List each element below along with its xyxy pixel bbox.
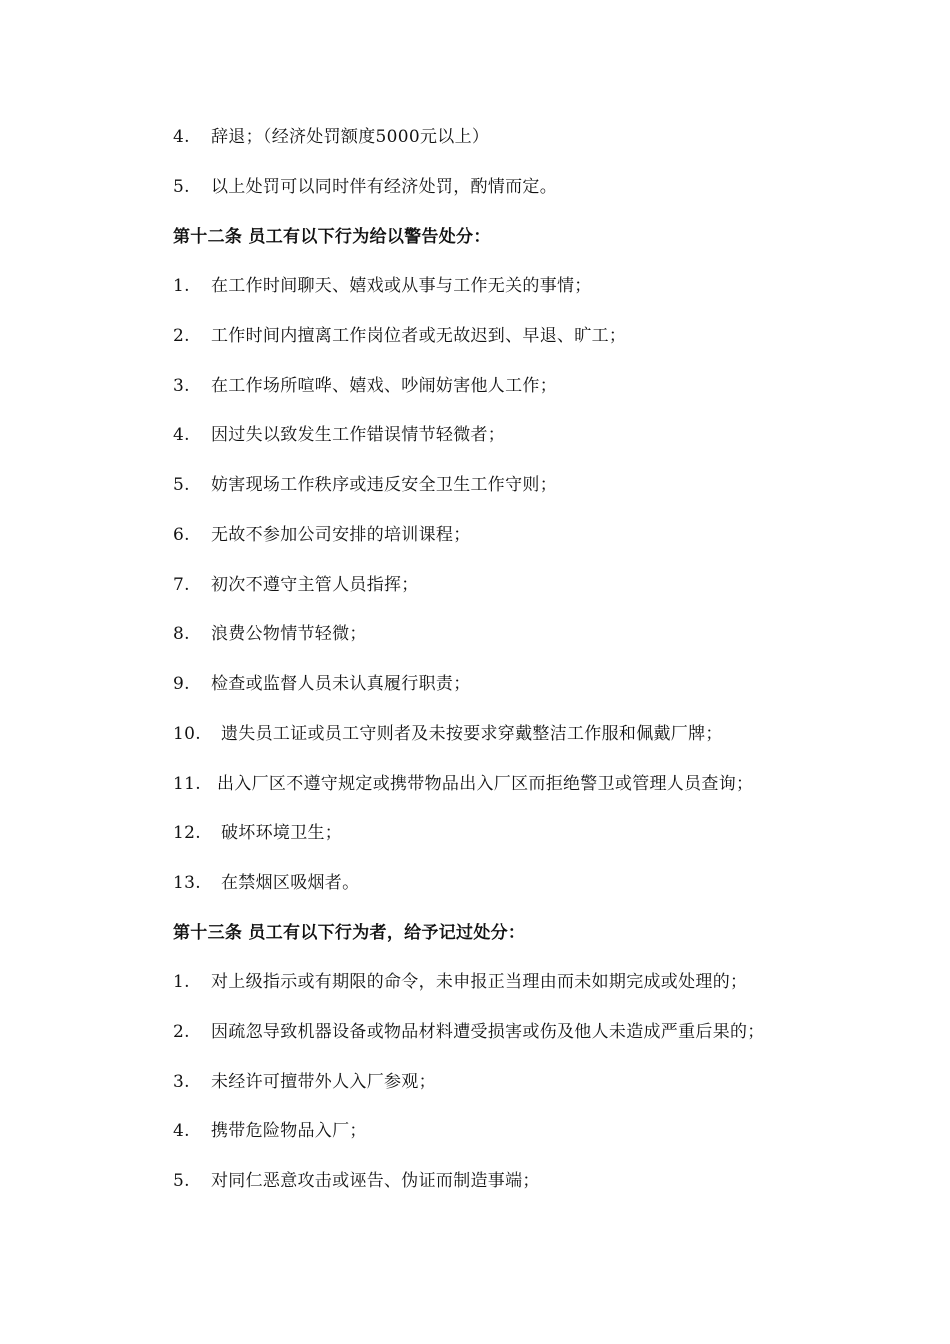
list-item <box>173 671 471 697</box>
item-text: 妨害现场工作秩序或违反安全卫生工作守则； <box>211 475 557 495</box>
item-text: 因疏忽导致机器设备或物品材料遭受损害或伤及他人未造成严重后果的； <box>211 1022 765 1042</box>
section-heading: 第十三条 员工有以下行为者，给予记过处分： <box>173 923 526 943</box>
item-number: 5. <box>173 475 190 495</box>
list-item <box>173 1019 765 1045</box>
list-item <box>173 522 471 548</box>
list-item <box>173 174 557 200</box>
item-text: 出入厂区不遵守规定或携带物品出入厂区而拒绝警卫或管理人员查询； <box>217 774 754 794</box>
section-heading: 第十二条 员工有以下行为给以警告处分： <box>173 227 491 247</box>
item-number: 9. <box>173 674 190 694</box>
item-text: 对同仁恶意攻击或诬告、伪证而制造事端； <box>211 1171 540 1191</box>
list-item <box>173 721 723 747</box>
item-text: 在禁烟区吸烟者。 <box>221 873 360 893</box>
item-number: 4. <box>173 425 190 445</box>
list-item <box>173 771 753 797</box>
list-item <box>173 820 342 846</box>
item-text: 无故不参加公司安排的培训课程； <box>211 525 471 545</box>
item-number: 6. <box>173 525 190 545</box>
item-text: 辞退；（经济处罚额度5000元以上） <box>211 127 490 147</box>
item-text: 破坏环境卫生； <box>221 823 343 843</box>
item-text: 浪费公物情节轻微； <box>211 624 367 644</box>
item-number: 3. <box>173 376 190 396</box>
item-number: 13. <box>173 873 201 893</box>
list-item <box>173 1168 540 1194</box>
list-item <box>173 621 367 647</box>
item-text: 在工作时间聊天、嬉戏或从事与工作无关的事情； <box>211 276 592 296</box>
list-item <box>173 422 505 448</box>
list-item <box>173 124 489 150</box>
item-number: 2. <box>173 326 190 346</box>
item-text: 在工作场所喧哗、嬉戏、吵闹妨害他人工作； <box>211 376 557 396</box>
item-text: 携带危险物品入厂； <box>211 1121 367 1141</box>
item-number: 4. <box>173 1121 190 1141</box>
list-item <box>173 472 557 498</box>
item-text: 因过失以致发生工作错误情节轻微者； <box>211 425 506 445</box>
item-number: 3. <box>173 1072 190 1092</box>
item-text: 以上处罚可以同时伴有经济处罚，酌情而定。 <box>211 177 557 197</box>
list-item <box>173 969 747 995</box>
item-number: 4. <box>173 127 190 147</box>
item-text: 检查或监督人员未认真履行职责； <box>211 674 471 694</box>
item-number: 1. <box>173 276 190 296</box>
list-item <box>173 1118 367 1144</box>
item-number: 12. <box>173 823 201 843</box>
list-item <box>173 1069 436 1095</box>
item-text: 未经许可擅带外人入厂参观； <box>211 1072 436 1092</box>
item-number: 8. <box>173 624 190 644</box>
item-number: 10. <box>173 724 201 744</box>
item-number: 5. <box>173 177 190 197</box>
list-item <box>173 572 419 598</box>
list-item <box>173 373 557 399</box>
item-number: 1. <box>173 972 190 992</box>
item-number: 2. <box>173 1022 190 1042</box>
item-text: 遗失员工证或员工守则者及未按要求穿戴整洁工作服和佩戴厂牌； <box>221 724 723 744</box>
item-number: 5. <box>173 1171 190 1191</box>
list-item <box>173 870 359 896</box>
list-item <box>173 323 626 349</box>
list-item <box>173 273 592 299</box>
item-text: 对上级指示或有期限的命令，未申报正当理由而未如期完成或处理的； <box>211 972 748 992</box>
item-number: 7. <box>173 575 190 595</box>
item-text: 初次不遵守主管人员指挥； <box>211 575 419 595</box>
item-number: 11. <box>173 774 201 794</box>
item-text: 工作时间内擅离工作岗位者或无故迟到、早退、旷工； <box>211 326 627 346</box>
